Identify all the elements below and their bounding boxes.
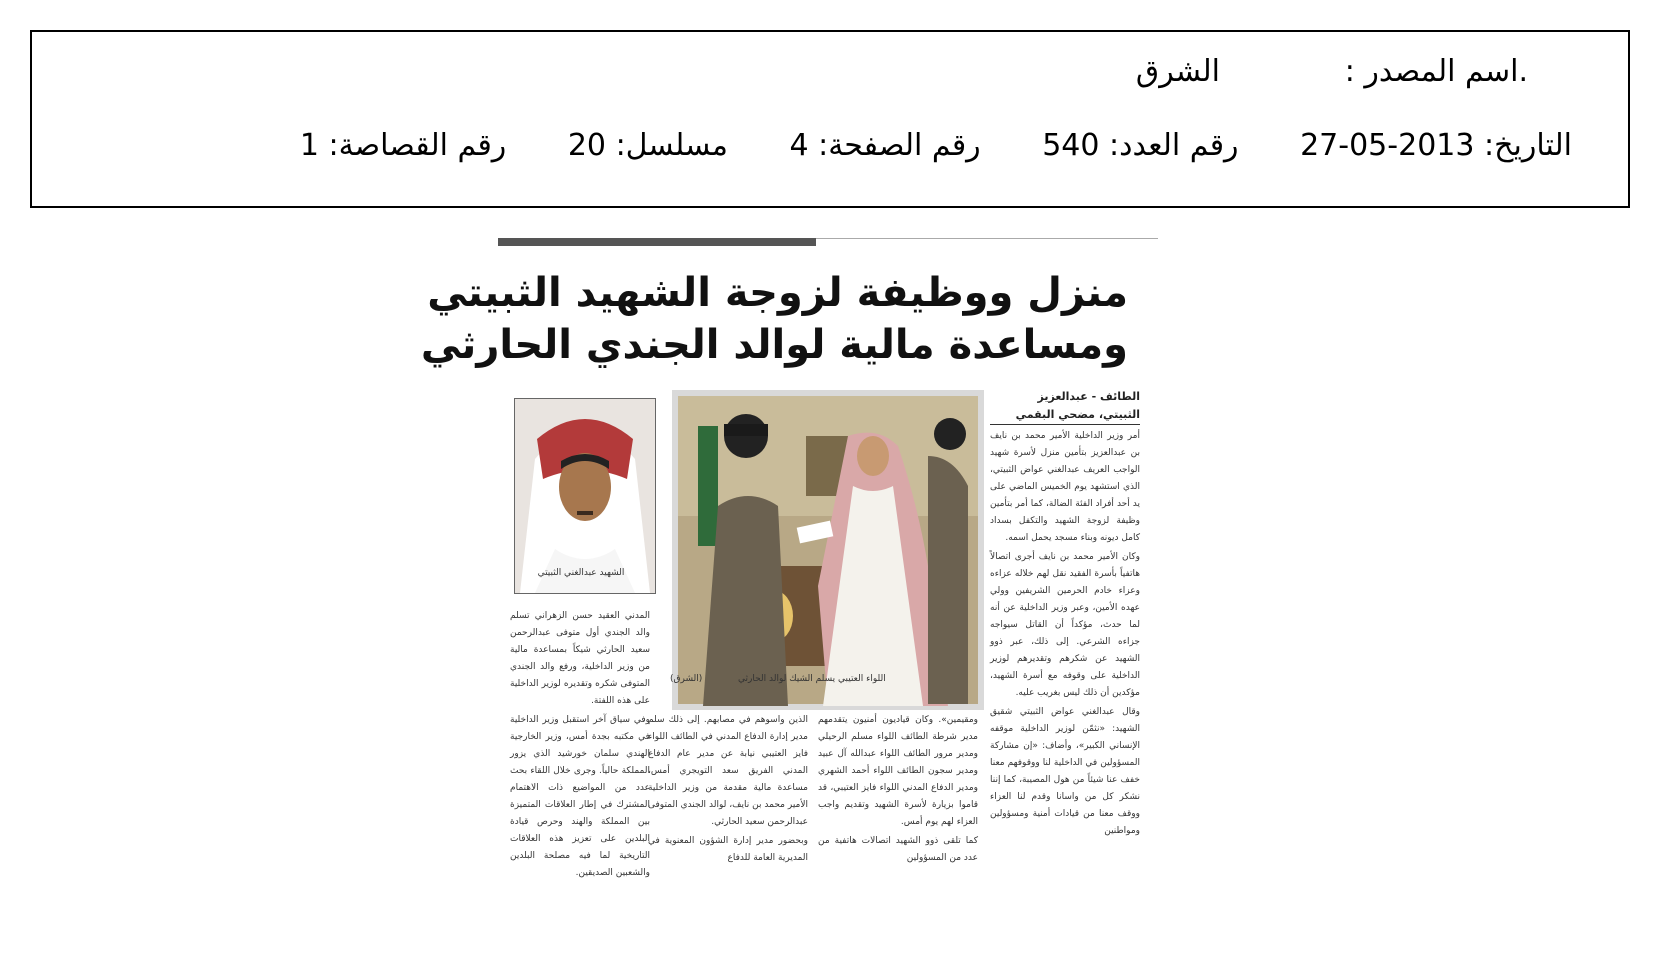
byline-line-1: الطائف - عبدالعزيز bbox=[1037, 390, 1140, 403]
date-label: التاريخ: bbox=[1484, 128, 1572, 163]
article-column-4 bbox=[510, 608, 650, 938]
main-photo-caption: اللواء العتيبي يسلم الشيك لوالد الحارثي bbox=[738, 674, 886, 684]
col1-paragraph-3: وقال عبدالغني عواض الثبيتي شقيق الشهيد: «نثمّن لوزير الداخلية موقفه الإنساني الكبير»، وأضاف: «إن مشاركة المسؤولين في الداخلية لنا ووقوفهم معنا خفف عنا شيئاً من هول المصيبة، كما إننا نشكر كل من واسانا وقدم لنا العزاء ووقف معنا من قيادات أمنية ومسؤولين ومواطنين bbox=[990, 707, 1140, 836]
issue-value: 540 bbox=[1042, 128, 1100, 163]
serial-field bbox=[568, 128, 728, 163]
col2-paragraph-2: كما تلقى ذوو الشهيد اتصالات هاتفية من عدد من المسؤولين bbox=[818, 836, 978, 863]
page-label: رقم الصفحة: bbox=[818, 128, 981, 163]
page-field bbox=[789, 128, 980, 163]
clip-value: 1 bbox=[299, 128, 319, 163]
page-value: 4 bbox=[789, 128, 809, 163]
col4-paragraph-1: المدني العقيد حسن الزهراني تسلم والد الجندي أول متوفى عبدالرحمن سعيد الحارثي شيكاً بمساعدة مالية من وزير الداخلية، ورفع والد الجندي المتوفى شكره وتقديره لوزير الداخلية على هذه اللفتة. bbox=[510, 611, 650, 706]
date-field bbox=[1300, 128, 1572, 163]
clip-field bbox=[300, 128, 506, 163]
col4-paragraph-2: وفي سياق آخر استقبل وزير الداخلية في مكتبه بجدة أمس، وزير الخارجية الهندي سلمان خورشيد الذي يزور المملكة حالياً. وجرى خلال اللقاء بحث عدد من المواضيع ذات الاهتمام المشترك في إطار العلاقات المتميزة بين المملكة والهند وحرص قيادة البلدين على تعزيز هذه العلاقات التاريخية لما فيه مصلحة البلدين والشعبين الصديقين. bbox=[510, 715, 650, 878]
source-value: الشرق bbox=[1135, 54, 1220, 89]
source-label: .اسم المصدر : bbox=[1344, 54, 1528, 89]
portrait-photo-frame bbox=[514, 398, 656, 594]
headline-line-2: ومساعدة مالية لوالد الجندي الحارثي bbox=[420, 322, 1128, 368]
serial-label: مسلسل: bbox=[615, 128, 728, 163]
issue-label: رقم العدد: bbox=[1109, 128, 1239, 163]
issue-field bbox=[1042, 128, 1238, 163]
headline-line-1: منزل ووظيفة لزوجة الشهيد الثبيتي bbox=[427, 270, 1128, 316]
col2-paragraph-1: ومقيمين». وكان قياديون أمنيون يتقدمهم مدير شرطة الطائف اللواء مسلم الرحيلي ومدير مرور الطائف اللواء عبدالله آل عبيد ومدير سجون الطائف اللواء أحمد الشهري ومدير الدفاع المدني اللواء فايز العتيبي، قد قاموا بزيارة لأسرة الشهيد وتقديم واجب العزاء لهم يوم أمس. bbox=[818, 715, 978, 827]
clip-top-thin-rule bbox=[816, 238, 1158, 239]
main-photo-credit: (الشرق) bbox=[670, 674, 703, 684]
col3-paragraph-1: الذين واسوهم في مصابهم. إلى ذلك سلم مدير إدارة الدفاع المدني في الطائف اللواء فايز العتيبي نيابة عن مدير عام الدفاع المدني الفريق سعد التويجري أمس، مساعدة مالية مقدمة من وزير الداخلية الأمير محمد بن نايف، لوالد الجندي المتوفى عبدالرحمن سعيد الحارثي. bbox=[648, 715, 808, 827]
main-photo bbox=[678, 396, 978, 704]
date-value: 2013-05-27 bbox=[1300, 128, 1475, 163]
article-column-3 bbox=[648, 712, 808, 938]
portrait-photo bbox=[515, 399, 655, 593]
clipping-metadata-box bbox=[30, 30, 1630, 208]
byline bbox=[990, 388, 1140, 425]
metadata-row bbox=[300, 128, 1572, 163]
article-column-2 bbox=[818, 712, 978, 938]
main-photo-frame bbox=[672, 390, 984, 710]
byline-line-2: الثبيتي، مضحي البقمي bbox=[1015, 408, 1140, 421]
article-column-1 bbox=[990, 428, 1140, 928]
clip-top-rule bbox=[498, 238, 816, 246]
newspaper-clipping bbox=[420, 238, 1158, 938]
col3-paragraph-2: وبحضور مدير إدارة الشؤون المعنوية في المديرية العامة للدفاع bbox=[648, 836, 808, 863]
clip-label: رقم القصاصة: bbox=[328, 128, 507, 163]
col1-paragraph-2: وكان الأمير محمد بن نايف أجرى اتصالاً هاتفياً بأسرة الفقيد نقل لهم خلاله عزاءه وعزاء خادم الحرمين الشريفين وولي عهده الأمين، وعبر وزير الداخلية عن أنه لما حدث، مؤكداً أن القاتل سيواجه جزاءه الشرعي. إلى ذلك، عبر ذوو الشهيد عن شكرهم وتقديرهم لوزير الداخلية على وقوفه مع أسرة الشهيد، مؤكدين أن ذلك ليس بغريب عليه. bbox=[990, 552, 1140, 698]
serial-value: 20 bbox=[567, 128, 607, 163]
col1-paragraph-1: أمر وزير الداخلية الأمير محمد بن نايف بن عبدالعزيز بتأمين منزل لأسرة شهيد الواجب العريف عبدالغني عواض الثبيتي، الذي استشهد يوم الخميس الماضي على يد أحد أفراد الفئة الضالة، كما أمر بتأمين وظيفة لزوجة الشهيد والتكفل بسداد كامل ديونه وبناء مسجد يحمل اسمه. bbox=[990, 431, 1140, 543]
portrait-caption: الشهيد عبدالغني الثبيتي bbox=[537, 568, 625, 578]
